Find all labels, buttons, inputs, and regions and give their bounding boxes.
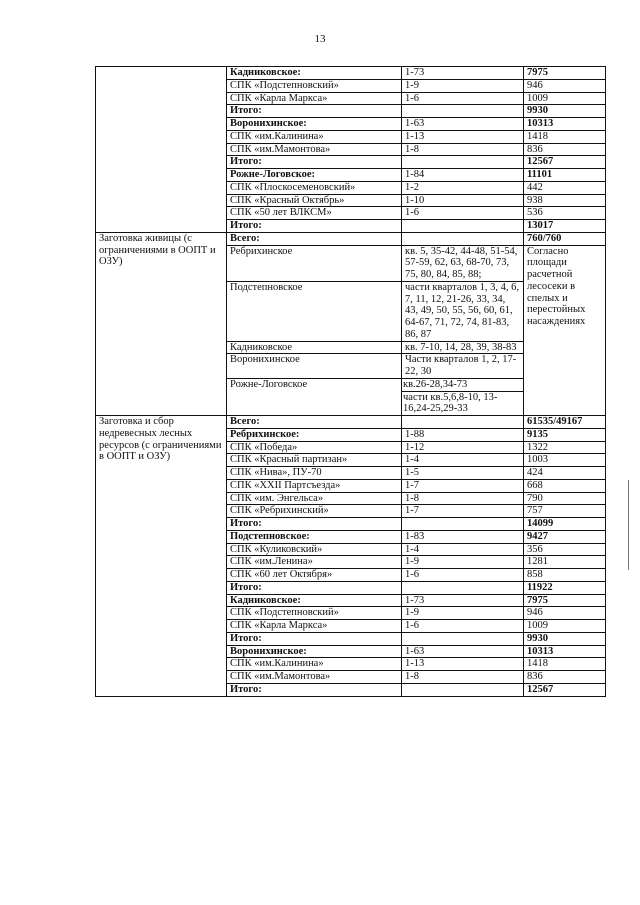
row-name: Воронихинское: (227, 118, 402, 131)
total-value: 61535/49167 (524, 416, 606, 429)
row-code: 1-7 (402, 479, 524, 492)
note-cell: Согласно площади расчетной лесосеки в спелых и перестойных насаждениях (524, 245, 606, 416)
row-code (402, 220, 524, 233)
row-name: Итого: (227, 683, 402, 696)
row-name: СПК «им.Калинина» (227, 658, 402, 671)
row-name: СПК «Красный Октябрь» (227, 194, 402, 207)
total-code (402, 416, 524, 429)
row-name: СПК «им.Калинина» (227, 130, 402, 143)
row-name: Кадниковское: (227, 594, 402, 607)
row-value: 946 (524, 79, 606, 92)
row-code-primary: кв.26-28,34-73 (402, 379, 523, 392)
row-value: 424 (524, 467, 606, 480)
row-name: Кадниковское (227, 341, 402, 354)
row-code-secondary: части кв.5,6,8-10, 13-16,24-25,29-33 (403, 391, 498, 415)
row-value: 1009 (524, 92, 606, 105)
row-name: Подстепновское (227, 281, 402, 341)
row-value: 836 (524, 143, 606, 156)
row-code: 1-6 (402, 92, 524, 105)
row-value: 1322 (524, 441, 606, 454)
total-label: Всего: (227, 232, 402, 245)
row-name: Итого: (227, 156, 402, 169)
row-code (402, 156, 524, 169)
row-name: Воронихинское: (227, 645, 402, 658)
row-code: 1-73 (402, 67, 524, 80)
row-value: 938 (524, 194, 606, 207)
forest-use-table (95, 66, 606, 697)
row-code: 1-10 (402, 194, 524, 207)
row-value: 836 (524, 671, 606, 684)
row-code (402, 518, 524, 531)
row-name: Рожне-Логовское: (227, 169, 402, 182)
row-name: СПК «им.Мамонтова» (227, 671, 402, 684)
row-code: 1-4 (402, 543, 524, 556)
row-name: Итого: (227, 581, 402, 594)
row-value: 9930 (524, 632, 606, 645)
row-value: 757 (524, 505, 606, 518)
row-code: 1-13 (402, 130, 524, 143)
row-value: 790 (524, 492, 606, 505)
row-code: 1-13 (402, 658, 524, 671)
row-code (402, 683, 524, 696)
row-name: СПК «Подстепновский» (227, 607, 402, 620)
row-code (402, 105, 524, 118)
table-row (96, 67, 606, 80)
row-value: 1418 (524, 658, 606, 671)
row-code: 1-6 (402, 207, 524, 220)
row-code: 1-9 (402, 79, 524, 92)
row-name: Итого: (227, 518, 402, 531)
row-code: Части кварталов 1, 2, 17-22, 30 (402, 354, 524, 379)
row-name: СПК «50 лет ВЛКСМ» (227, 207, 402, 220)
row-name: СПК «Подстепновский» (227, 79, 402, 92)
row-code: 1-4 (402, 454, 524, 467)
row-name: СПК «Победа» (227, 441, 402, 454)
row-code: 1-9 (402, 607, 524, 620)
row-code: кв. 7-10, 14, 28, 39, 38-83 (402, 341, 524, 354)
row-name: Итого: (227, 105, 402, 118)
row-name: СПК «Ребрихинский» (227, 505, 402, 518)
row-value: 536 (524, 207, 606, 220)
row-name: Воронихинское (227, 354, 402, 379)
row-name: Подстепновское: (227, 530, 402, 543)
row-value: 1281 (524, 556, 606, 569)
row-value: 1003 (524, 454, 606, 467)
row-value: 13017 (524, 220, 606, 233)
row-name: СПК «Карла Маркса» (227, 620, 402, 633)
row-code: 1-7 (402, 505, 524, 518)
row-name: СПК «им.Мамонтова» (227, 143, 402, 156)
row-value: 668 (524, 479, 606, 492)
row-name: Итого: (227, 632, 402, 645)
page-number: 13 (314, 33, 326, 45)
row-name: Ребрихинское (227, 245, 402, 281)
row-code (402, 378, 524, 415)
row-name: СПК «XXII Партсъезда» (227, 479, 402, 492)
row-value: 11922 (524, 581, 606, 594)
activity-cell: Заготовка живицы (с ограничениями в ООПТ и ОЗУ) (96, 232, 227, 415)
row-name: Ребрихинское: (227, 428, 402, 441)
total-value: 760/760 (524, 232, 606, 245)
row-value: 7975 (524, 594, 606, 607)
row-code: 1-84 (402, 169, 524, 182)
row-name: Итого: (227, 220, 402, 233)
total-row (96, 416, 606, 429)
row-code: 1-9 (402, 556, 524, 569)
row-name: СПК «Плоскосеменовский» (227, 181, 402, 194)
activity-cell (96, 67, 227, 233)
row-name: СПК «им. Энгельса» (227, 492, 402, 505)
row-value: 12567 (524, 156, 606, 169)
row-name: СПК «Нива», ПУ-70 (227, 467, 402, 480)
row-value: 10313 (524, 118, 606, 131)
row-value: 858 (524, 569, 606, 582)
row-code: 1-2 (402, 181, 524, 194)
row-code: 1-6 (402, 620, 524, 633)
row-code: 1-5 (402, 467, 524, 480)
row-name: Рожне-Логовское (227, 378, 402, 415)
row-value: 1418 (524, 130, 606, 143)
row-value: 946 (524, 607, 606, 620)
row-name: СПК «Карла Маркса» (227, 92, 402, 105)
row-code: 1-8 (402, 492, 524, 505)
row-value: 10313 (524, 645, 606, 658)
total-row (96, 232, 606, 245)
row-code: 1-8 (402, 671, 524, 684)
row-code: части кварталов 1, 3, 4, 6, 7, 11, 12, 21-26, 33, 34, 43, 49, 50, 55, 56, 60, 61, 64-67, 71, 72, 74, 81-83, 86, 87 (402, 281, 524, 341)
row-code: 1-8 (402, 143, 524, 156)
row-value: 9427 (524, 530, 606, 543)
total-label: Всего: (227, 416, 402, 429)
row-code: 1-63 (402, 118, 524, 131)
row-name: СПК «им.Ленина» (227, 556, 402, 569)
row-code: 1-73 (402, 594, 524, 607)
row-code (402, 581, 524, 594)
activity-cell: Заготовка и сбор недревесных лесных ресурсов (с ограничениями в ООПТ и ОЗУ) (96, 416, 227, 697)
row-value: 7975 (524, 67, 606, 80)
row-code: 1-83 (402, 530, 524, 543)
total-code (402, 232, 524, 245)
row-value: 9135 (524, 428, 606, 441)
row-value: 356 (524, 543, 606, 556)
row-value: 14099 (524, 518, 606, 531)
row-name: Кадниковское: (227, 67, 402, 80)
row-value: 9930 (524, 105, 606, 118)
row-code (402, 632, 524, 645)
row-code: 1-63 (402, 645, 524, 658)
row-code: 1-12 (402, 441, 524, 454)
row-name: СПК «Красный партизан» (227, 454, 402, 467)
row-code: 1-88 (402, 428, 524, 441)
scan-edge-mark (628, 480, 629, 570)
row-value: 442 (524, 181, 606, 194)
row-name: СПК «Куликовский» (227, 543, 402, 556)
row-value: 1009 (524, 620, 606, 633)
row-value: 12567 (524, 683, 606, 696)
row-name: СПК «60 лет Октября» (227, 569, 402, 582)
row-value: 11101 (524, 169, 606, 182)
row-code: 1-6 (402, 569, 524, 582)
row-code: кв. 5, 35-42, 44-48, 51-54, 57-59, 62, 63, 68-70, 73, 75, 80, 84, 85, 88; (402, 245, 524, 281)
